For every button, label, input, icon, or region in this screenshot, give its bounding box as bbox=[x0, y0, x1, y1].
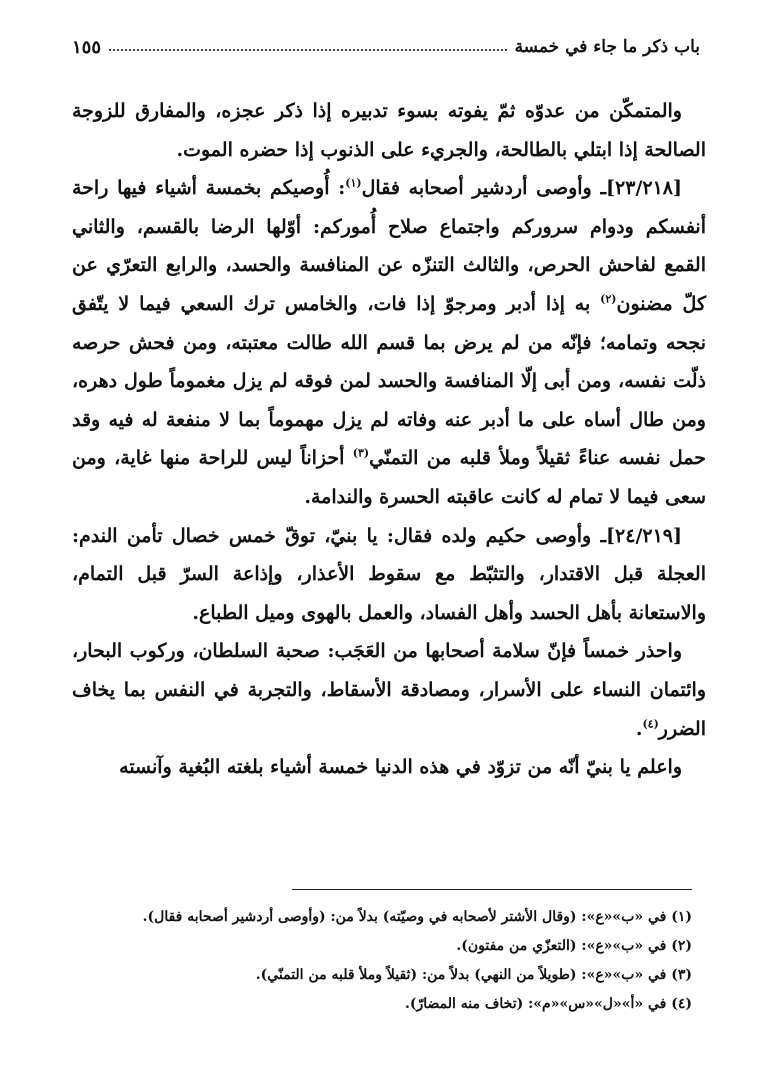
paragraph-text: . bbox=[635, 717, 643, 740]
entry-text: ـ وأوصى أردشير أصحابه فقال bbox=[361, 177, 607, 200]
footnotes bbox=[72, 903, 692, 1019]
footnote: (١) في «ب»«ع»: (وقال الأشتر لأصحابه في وصيّته) بدلاً من: (وأوصى أردشير أصحابه فقال). bbox=[142, 909, 692, 925]
entry-text: ـ وأوصى حكيم ولده فقال: يا بنيّ، توقّ خمس خصال تأمن الندم: العجلة قبل الاقتدار، والتثبّط مع سقوط الأعذار، وإذاعة السرّ قبل التمام، والاستعانة بأهل الحسد وأهل الفساد، والعمل بالهوى وميل الطباع. bbox=[72, 524, 706, 624]
paragraph-continuation: والمتمكّن من عدوّه ثمّ يفوته بسوء تدبيره إذا ذكر عجزه، والمفارق للزوجة الصالحة إذا ابتلي بالطالحة، والجريء على الذنوب إذا حضره الموت. bbox=[72, 100, 706, 161]
entry-text: به إذا أدبر ومرجوّ إذا فات، والخامس ترك السعي فيما لا يتّفق نجحه وتمامه؛ فإنّه من لم يرض بما قسم الله طالت معتبته، ومن فحش حرصه ذلّت نفسه، ومن أبى إلّا المنافسة والحسد لمن فوقه لم يزل مغموماً طول دهره، ومن طال أساه على ما أدبر عنه وفاته لم يزل مهموماً بما لا منفعة له فيه وقد حمل نفسه عناءً ثقيلاً وملأ قلبه من التمنّي bbox=[72, 292, 706, 470]
header-leader-dots bbox=[109, 49, 507, 51]
footnote: (٢) في «ب»«ع»: (التعزّي من مفتون). bbox=[456, 938, 692, 954]
entry-218 bbox=[72, 169, 706, 516]
paragraph bbox=[72, 632, 706, 748]
paragraph-text: واحذر خمساً فإنّ سلامة أصحابها من العَجَب: صحبة السلطان، وركوب البحار، وائتمان النساء على الأسرار، ومصادقة الأسقاط، والتجربة في النفس بما يخاف الضرر bbox=[72, 640, 706, 740]
footnote-ref: (٢) bbox=[600, 292, 617, 306]
page-number: ١٥٥ bbox=[72, 36, 102, 58]
footnote-ref: (١) bbox=[345, 176, 362, 190]
running-header bbox=[72, 34, 700, 60]
footnote: (٤) في «أ»«ل»«س»«م»: (تخاف منه المضارّ). bbox=[405, 996, 692, 1012]
footnote: (٣) في «ب»«ع»: (طويلاً من النهي) بدلاً من: (ثقيلاً وملأ قلبه من التمنّي). bbox=[255, 967, 692, 983]
chapter-title: باب ذكر ما جاء في خمسة bbox=[514, 37, 700, 57]
footnote-ref: (٤) bbox=[642, 717, 659, 731]
paragraph: واعلم يا بنيّ أنّه من تزوّد في هذه الدنيا خمسة أشياء بلغته البُغية وآنسته bbox=[119, 756, 682, 779]
main-text bbox=[72, 92, 706, 787]
entry-text: أحزاناً ليس للراحة منها غاية، ومن سعى فيما لا تمام له كانت عاقبته الحسرة والندامة. bbox=[72, 447, 706, 508]
entry-text: : أُوصيكم بخمسة أشياء فيها راحة أنفسكم ودوام سروركم واجتماع صلاح أُموركم: أوّلها الرضا بالقسم، والثاني القمع لفاحش الحرص، والثالث التنزّه عن المنافسة والحسد، والرابع التعرّي عن كلّ مضنون bbox=[72, 177, 706, 315]
entry-number: [٢٣/٢١٨] bbox=[606, 177, 683, 200]
entry-219 bbox=[72, 517, 706, 633]
footnote-ref: (٣) bbox=[352, 447, 370, 461]
footnote-separator bbox=[292, 889, 692, 890]
entry-number: [٢٤/٢١٩] bbox=[606, 524, 682, 547]
